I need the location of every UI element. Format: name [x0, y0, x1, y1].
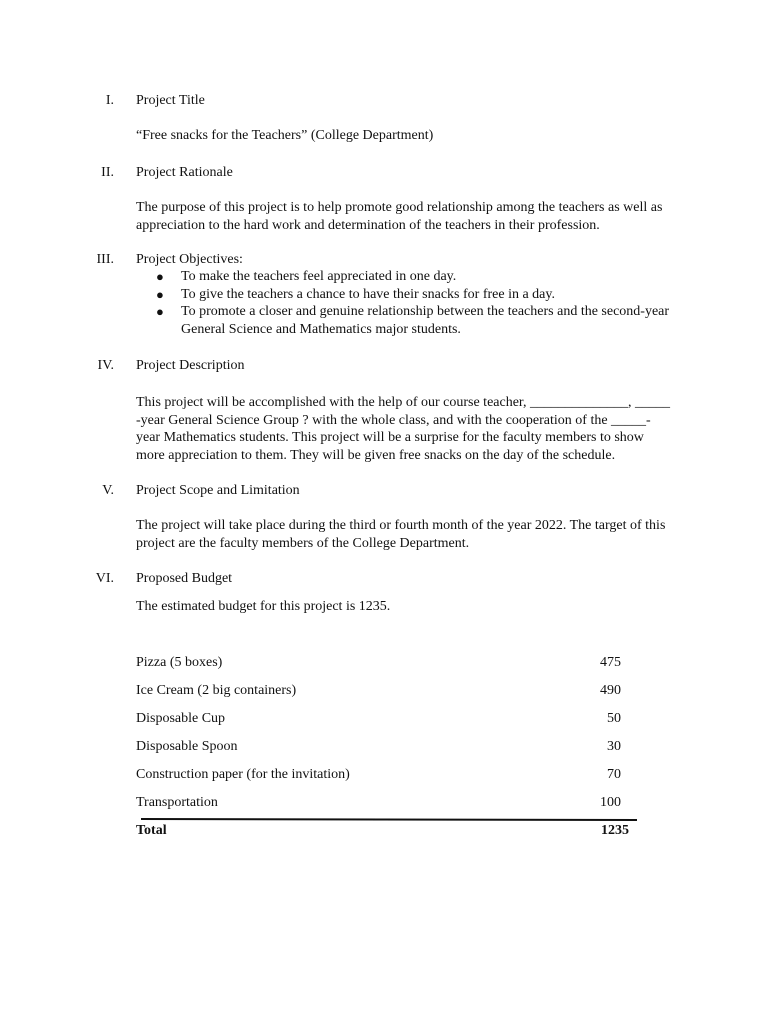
- budget-item: Construction paper (for the invitation): [136, 767, 350, 782]
- section-heading: Proposed Budget: [136, 571, 233, 586]
- budget-item: Pizza (5 boxes): [136, 655, 223, 670]
- budget-item: Disposable Cup: [136, 711, 226, 726]
- budget-item: Transportation: [136, 795, 218, 810]
- section-numeral: VI.: [95, 571, 114, 586]
- objective-text: To give the teachers a chance to have their snacks for free in a day.: [181, 286, 555, 302]
- budget-total-row: [136, 822, 629, 840]
- objective-text: To make the teachers feel appreciated in one day.: [181, 269, 457, 284]
- budget-amount: 475: [600, 655, 621, 670]
- budget-amount: 50: [607, 711, 621, 726]
- bullet-icon: ●: [156, 304, 164, 320]
- section-heading: Project Scope and Limitation: [136, 483, 300, 498]
- section-heading: Project Title: [136, 93, 205, 108]
- objectives-list: [136, 268, 676, 338]
- budget-row: [136, 738, 621, 756]
- total-amount: 1235: [601, 823, 629, 838]
- section-numeral: III.: [96, 252, 114, 267]
- section-heading: Project Objectives:: [136, 252, 243, 267]
- list-item: [136, 286, 676, 304]
- section-body: The project will take place during the third or fourth month of the year 2022. The target of this project are the faculty members of the College Department.: [136, 518, 666, 551]
- section-body: This project will be accomplished with the help of our course teacher, ______________, _____ -year General Science Group ? with the whole class, and with the cooperation of the _____-year Mathematics students. This project will be a surprise for the faculty members to show more appreciation to them. They will be given free snacks on the day of the schedule.: [136, 395, 671, 463]
- total-label: Total: [136, 823, 167, 838]
- budget-item: Ice Cream (2 big containers): [136, 683, 297, 698]
- budget-row: [136, 682, 621, 700]
- objective-text: To promote a closer and genuine relationship between the teachers and the second-year General Science and Mathematics major students.: [181, 304, 670, 337]
- section-body: “Free snacks for the Teachers” (College Department): [136, 128, 434, 143]
- bullet-icon: ●: [156, 286, 164, 302]
- section-numeral: V.: [102, 483, 114, 498]
- section-numeral: II.: [101, 165, 114, 180]
- total-divider: [141, 818, 637, 821]
- section-numeral: I.: [105, 93, 114, 108]
- section-numeral: IV.: [97, 358, 114, 373]
- budget-row: [136, 766, 621, 784]
- budget-row: [136, 794, 621, 812]
- section-body: The purpose of this project is to help promote good relationship among the teachers as well as appreciation to the hard work and determination of the teachers in their profession.: [136, 200, 663, 233]
- budget-amount: 70: [607, 767, 621, 782]
- budget-amount: 490: [600, 683, 621, 698]
- budget-amount: 100: [600, 795, 621, 810]
- list-item: [136, 268, 676, 286]
- budget-item: Disposable Spoon: [136, 739, 238, 754]
- section-heading: Project Description: [136, 358, 245, 373]
- section-heading: Project Rationale: [136, 165, 233, 180]
- budget-amount: 30: [607, 739, 621, 754]
- bullet-icon: ●: [156, 269, 164, 284]
- section-body: The estimated budget for this project is 1235.: [136, 599, 391, 614]
- budget-row: [136, 710, 621, 728]
- budget-row: [136, 654, 621, 672]
- list-item: [136, 303, 676, 338]
